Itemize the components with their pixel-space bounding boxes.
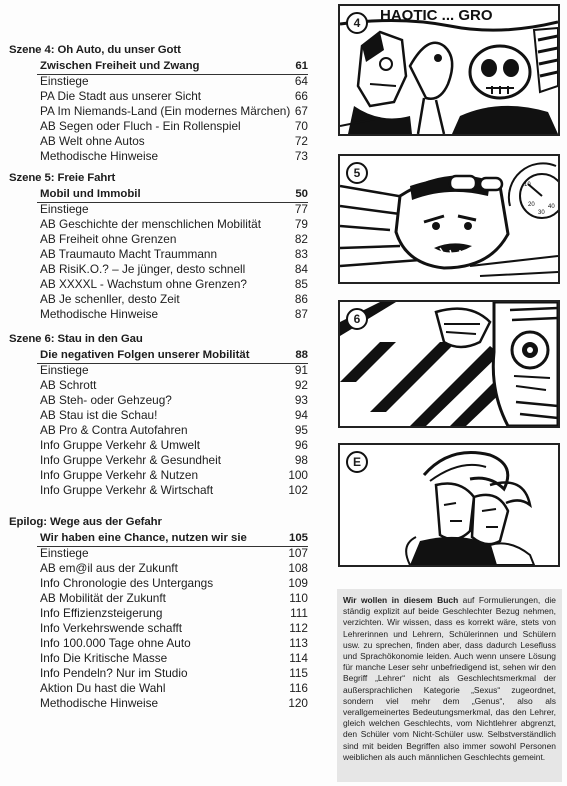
entry-label: Info Gruppe Verkehr & Gesundheit xyxy=(40,453,221,467)
entry-page: 92 xyxy=(294,378,308,392)
toc-entry[interactable] xyxy=(40,262,308,277)
entry-label: AB Traumauto Macht Traummann xyxy=(40,247,218,261)
entry-label: Methodische Hinweise xyxy=(40,149,159,163)
entry-page: 107 xyxy=(288,546,308,560)
entry-label: Einstiege xyxy=(40,363,89,377)
entry-label: Einstiege xyxy=(40,74,89,88)
toc-entry[interactable] xyxy=(40,696,308,711)
toc-entry[interactable] xyxy=(40,292,308,307)
toc-entry[interactable] xyxy=(40,423,308,438)
toc-entry[interactable] xyxy=(40,606,308,621)
entry-page: 79 xyxy=(294,217,308,231)
entry-page: 77 xyxy=(294,202,308,216)
entry-page: 114 xyxy=(289,651,308,665)
gauge-tick-label: 10 xyxy=(524,182,531,188)
entry-label: Einstiege xyxy=(40,202,89,216)
entry-page: 100 xyxy=(288,468,308,482)
toc-entry[interactable] xyxy=(40,561,308,576)
section-title: Szene 5: Freie Fahrt xyxy=(9,172,116,184)
entry-label: Info Gruppe Verkehr & Umwelt xyxy=(40,438,200,452)
entry-label: Info Gruppe Verkehr & Wirtschaft xyxy=(40,483,214,497)
entry-label: Info Chronologie des Untergangs xyxy=(40,576,214,590)
toc-entry[interactable] xyxy=(40,134,308,149)
entry-page: 82 xyxy=(294,232,308,246)
section-title: Epilog: Wege aus der Gefahr xyxy=(9,516,162,528)
entry-label: Die negativen Folgen unserer Mobilität xyxy=(40,349,250,361)
toc-entry[interactable] xyxy=(40,453,308,468)
entry-label: Info Pendeln? Nur im Studio xyxy=(40,666,188,680)
toc-entry[interactable] xyxy=(40,651,308,666)
toc-entry[interactable] xyxy=(40,483,308,498)
entry-page: 67 xyxy=(294,104,308,118)
toc-entry[interactable] xyxy=(40,666,308,681)
illustration-panel-6 xyxy=(338,300,560,428)
entry-page: 113 xyxy=(289,636,308,650)
comic-drawing-scene-6 xyxy=(340,302,558,426)
panel-number-badge: 5 xyxy=(346,162,368,184)
entry-page: 95 xyxy=(294,423,308,437)
toc-entry[interactable] xyxy=(40,247,308,262)
toc-entry[interactable] xyxy=(40,408,308,423)
toc-entry[interactable] xyxy=(40,119,308,134)
toc-entry[interactable] xyxy=(40,591,308,606)
entry-label: AB Pro & Contra Autofahren xyxy=(40,423,188,437)
entry-page: 86 xyxy=(294,292,308,306)
toc-entry[interactable] xyxy=(40,89,308,104)
comic-drawing-epilog xyxy=(340,445,558,565)
entry-page: 61 xyxy=(295,60,308,72)
toc-entry[interactable] xyxy=(40,202,308,217)
toc-entry[interactable] xyxy=(40,681,308,696)
section-title: Szene 6: Stau in den Gau xyxy=(9,333,143,345)
entry-label: Methodische Hinweise xyxy=(40,696,159,710)
toc-entry[interactable] xyxy=(40,363,308,378)
entry-page: 112 xyxy=(289,621,308,635)
section-title: Szene 4: Oh Auto, du unser Gott xyxy=(9,44,181,56)
entry-label: AB Mobilität der Zukunft xyxy=(40,591,166,605)
entry-page: 96 xyxy=(294,438,308,452)
entry-label: Zwischen Freiheit und Zwang xyxy=(40,60,200,72)
entry-label: AB Segen oder Fluch - Ein Rollenspiel xyxy=(40,119,241,133)
entry-page: 98 xyxy=(294,453,308,467)
entry-page: 115 xyxy=(289,666,308,680)
entry-label: Aktion Du hast die Wahl xyxy=(40,681,166,695)
entry-page: 73 xyxy=(294,149,308,163)
illustration-panel-5 xyxy=(338,154,560,284)
toc-entry[interactable] xyxy=(40,621,308,636)
entry-page: 109 xyxy=(288,576,308,590)
entry-label: PA Die Stadt aus unserer Sicht xyxy=(40,89,202,103)
entry-label: AB XXXXL - Wachstum ohne Grenzen? xyxy=(40,277,247,291)
toc-entry[interactable] xyxy=(40,438,308,453)
toc-main-entry[interactable] xyxy=(40,531,308,546)
entry-page: 85 xyxy=(294,277,308,291)
toc-entry[interactable] xyxy=(40,546,308,561)
panel-number-badge: 4 xyxy=(346,12,368,34)
panel-number-badge: 6 xyxy=(346,308,368,330)
note-body: auf Formulierungen, die ständig explizit auf beide Geschlechter Bezug nehmen, verzichten. Wir wissen, dass es korrekt wäre, stets von Lehrerinnen und Lehrern, Schülerinnen und Schülern usw. zu sprechen, finden aber, dass dadurch Lesefluss und Sprachökonomie leiden. Auch wenn unsere Lösung für manche Leser sehr unbefriedigend ist, sehen wir den Begriff „Lehrer“ nicht als Geschlechtsmerkmal der außersprachlichen Kategorie „Sexus“ zugeordnet, sondern viel mehr dem „Genus“, also als verallgemeinertes Bedeutungsmerkmal, das den Lehrer, gleich welchen Geschlechts, vom Nichtlehrer abgrenzt, den Schüler vom Nicht-Schüler usw. Selbstverständlich sind mit beiden Begriffen also immer sowohl Personen weiblichen als auch männlichen Geschlechts gemeint. xyxy=(343,595,556,762)
entry-label: AB Je schenller, desto Zeit xyxy=(40,292,180,306)
note-lead: Wir wollen in diesem Buch xyxy=(343,595,459,605)
entry-page: 87 xyxy=(294,307,308,321)
toc-entry[interactable] xyxy=(40,468,308,483)
toc-entry[interactable] xyxy=(40,74,308,89)
entry-page: 88 xyxy=(295,349,308,361)
illustration-panel-epilog xyxy=(338,443,560,567)
entry-page: 102 xyxy=(288,483,308,497)
entry-label: AB Freiheit ohne Grenzen xyxy=(40,232,177,246)
entry-page: 64 xyxy=(294,74,308,88)
entry-page: 111 xyxy=(290,606,308,620)
entry-label: Info 100.000 Tage ohne Auto xyxy=(40,636,191,650)
toc-entry[interactable] xyxy=(40,393,308,408)
entry-label: Methodische Hinweise xyxy=(40,307,159,321)
entry-label: Info Die Kritische Masse xyxy=(40,651,168,665)
entry-page: 84 xyxy=(294,262,308,276)
entry-label: Info Gruppe Verkehr & Nutzen xyxy=(40,468,199,482)
entry-page: 93 xyxy=(294,393,308,407)
panel-number-badge: E xyxy=(346,451,368,473)
entry-page: 116 xyxy=(289,681,308,695)
toc-entry[interactable] xyxy=(40,636,308,651)
gauge-tick-label: 30 xyxy=(538,210,545,216)
entry-label: Wir haben eine Chance, nutzen wir sie xyxy=(40,532,247,544)
toc-entry[interactable] xyxy=(40,378,308,393)
gender-language-note xyxy=(337,589,562,782)
entry-page: 110 xyxy=(289,591,308,605)
gauge-tick-label: 40 xyxy=(548,204,555,210)
entry-page: 105 xyxy=(288,532,308,544)
entry-page: 91 xyxy=(294,363,308,377)
entry-page: 83 xyxy=(294,247,308,261)
comic-drawing-scene-5 xyxy=(340,156,558,282)
toc-entry[interactable] xyxy=(40,232,308,247)
entry-label: Mobil und Immobil xyxy=(40,188,141,200)
toc-main-entry[interactable] xyxy=(40,59,308,74)
entry-page: 108 xyxy=(288,561,308,575)
entry-label: AB RisiK.O.? – Je jünger, desto schnell xyxy=(40,262,246,276)
toc-entry[interactable] xyxy=(40,576,308,591)
entry-label: AB Schrott xyxy=(40,378,97,392)
comic-drawing-scene-4 xyxy=(340,6,558,134)
entry-page: 70 xyxy=(294,119,308,133)
entry-label: Einstiege xyxy=(40,546,89,560)
toc-main-entry[interactable] xyxy=(40,348,308,363)
entry-page: 120 xyxy=(288,696,308,710)
toc-entry[interactable] xyxy=(40,277,308,292)
entry-label: PA Im Niemands-Land (Ein modernes Märchen) xyxy=(40,104,291,118)
toc-entry[interactable] xyxy=(40,217,308,232)
toc-entry[interactable] xyxy=(40,307,308,322)
entry-page: 50 xyxy=(295,188,308,200)
entry-label: AB Geschichte der menschlichen Mobilität xyxy=(40,217,261,231)
illustration-panel-4 xyxy=(338,4,560,136)
entry-label: AB Stau ist die Schau! xyxy=(40,408,158,422)
entry-label: AB em@il aus der Zukunft xyxy=(40,561,178,575)
entry-page: 66 xyxy=(294,89,308,103)
entry-page: 72 xyxy=(294,134,308,148)
entry-page: 94 xyxy=(294,408,308,422)
entry-label: Info Verkehrswende schafft xyxy=(40,621,183,635)
toc-main-entry[interactable] xyxy=(40,187,308,202)
entry-label: AB Welt ohne Autos xyxy=(40,134,145,148)
entry-label: Info Effizienzsteigerung xyxy=(40,606,163,620)
toc-entry[interactable] xyxy=(40,104,308,119)
gauge-tick-label: 20 xyxy=(528,202,535,208)
entry-label: AB Steh- oder Gehzeug? xyxy=(40,393,172,407)
panel-header-lettering: HAOTIC ... GRO xyxy=(380,7,493,24)
toc-entry[interactable] xyxy=(40,149,308,164)
